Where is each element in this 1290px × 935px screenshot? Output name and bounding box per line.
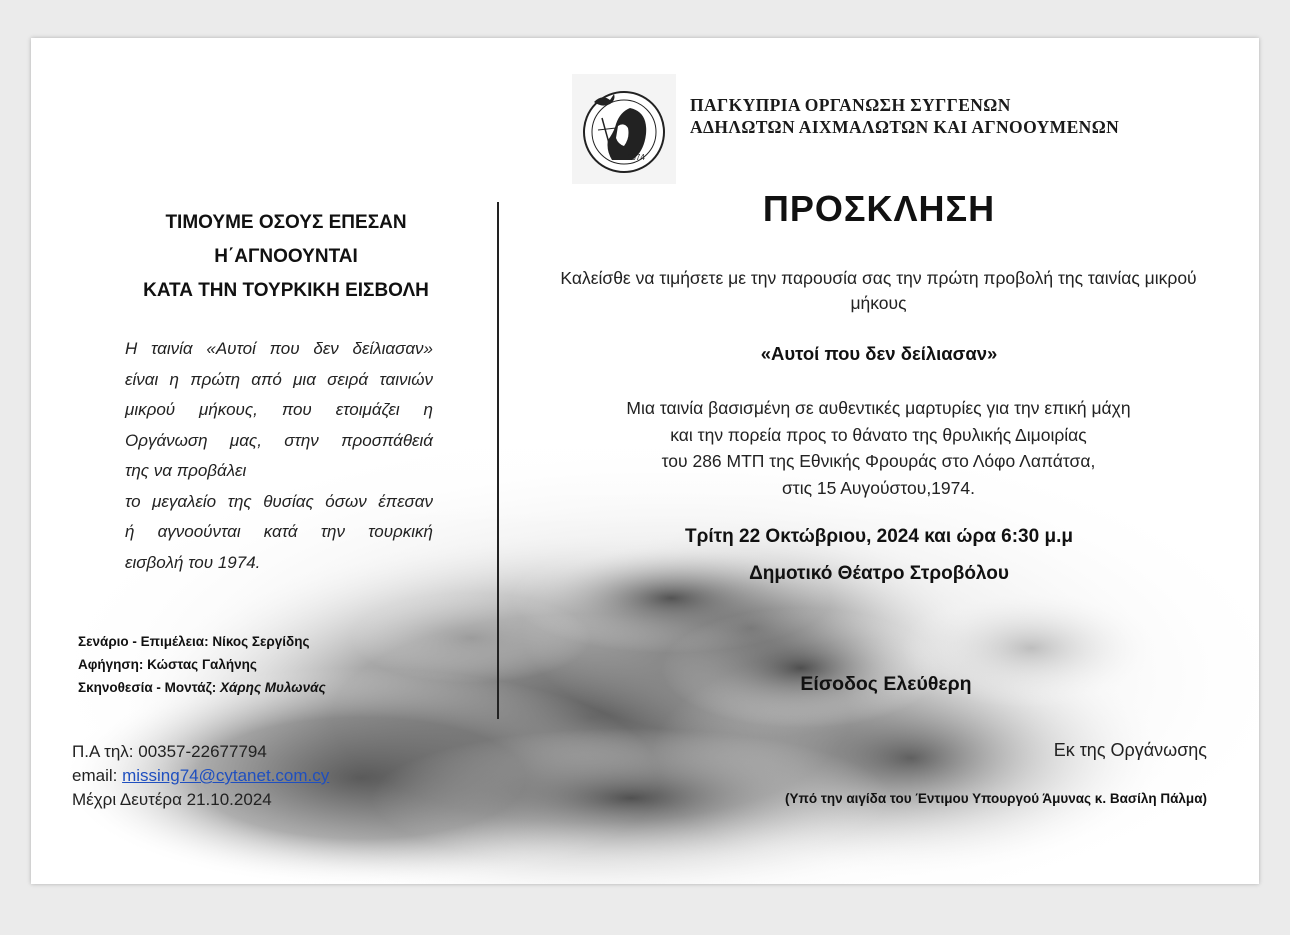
description-line: Μια ταινία βασισμένη σε αυθεντικές μαρτυρίες για την επική μάχη bbox=[626, 398, 1131, 418]
patronage-note: (Υπό την αιγίδα του Έντιμου Υπουργού Άμυνας κ. Βασίλη Πάλμα) bbox=[785, 791, 1207, 806]
paragraph-line: Η ταινία «Αυτοί που δεν δείλιασαν» bbox=[125, 339, 433, 358]
credit-role: Αφήγηση: bbox=[78, 657, 148, 672]
organization-name-line2: ΑΔΗΛΩΤΩΝ ΑΙΧΜΑΛΩΤΩΝ ΚΑΙ ΑΓΝΟΟΥΜΕΝΩΝ bbox=[690, 117, 1120, 137]
paragraph-line: μικρού μήκους, που ετοιμάζει η bbox=[125, 400, 433, 419]
organization-name-line1: ΠΑΓΚΥΠΡΙΑ ΟΡΓΑΝΩΣΗ ΣΥΓΓΕΝΩΝ bbox=[690, 95, 1011, 115]
rsvp-deadline: Μέχρι Δευτέρα 21.10.2024 bbox=[72, 790, 272, 809]
film-intro-paragraph bbox=[125, 334, 433, 578]
credit-name: Χάρης Μυλωνάς bbox=[220, 680, 326, 695]
paragraph-line: Οργάνωση μας, στην προσπάθειά bbox=[125, 430, 433, 450]
email-label: email: bbox=[72, 766, 123, 785]
left-heading-line: Η΄ΑΓΝΟΟΥΝΤΑΙ bbox=[214, 246, 358, 267]
event-date-time: Τρίτη 22 Οκτώβριου, 2024 και ώρα 6:30 μ.μ bbox=[685, 526, 1073, 547]
invitation-title: ΠΡΟΣΚΛΗΣΗ bbox=[762, 188, 996, 229]
rsvp-contact bbox=[72, 740, 492, 812]
credit-name: Κώστας Γαλήνης bbox=[147, 657, 257, 672]
film-credits bbox=[78, 630, 488, 699]
left-heading-line: ΚΑΤΑ ΤΗΝ ΤΟΥΡΚΙΚΗ ΕΙΣΒΟΛΗ bbox=[143, 280, 429, 301]
email-link[interactable]: missing74@cytanet.com.cy bbox=[122, 766, 330, 785]
paragraph-line: ή αγνοούνται κατά την τουρκική bbox=[125, 522, 433, 541]
credit-line bbox=[78, 653, 488, 676]
description-line: και την πορεία προς το θάνατο της θρυλικής Διμοιρίας bbox=[670, 424, 1087, 445]
film-description bbox=[531, 395, 1226, 501]
paragraph-line: το μεγαλείο της θυσίας όσων έπεσαν bbox=[125, 491, 433, 511]
description-line: στις 15 Αυγούστου,1974. bbox=[782, 477, 975, 498]
event-venue: Δημοτικό Θέατρο Στροβόλου bbox=[749, 563, 1009, 584]
organization-logo bbox=[572, 74, 676, 184]
credit-line bbox=[78, 676, 488, 699]
left-heading bbox=[71, 206, 501, 308]
credit-role: Σενάριο - Επιμέλεια: bbox=[78, 634, 213, 649]
invitation-text: Καλείσθε να τιμήσετε με την παρουσία σας την πρώτη προβολή της ταινίας μικρού μήκους bbox=[560, 268, 1197, 313]
credit-role: Σκηνοθεσία - Μοντάζ: bbox=[78, 680, 221, 695]
left-heading-line: ΤΙΜΟΥΜΕ ΟΣΟΥΣ ΕΠΕΣΑΝ bbox=[165, 212, 407, 233]
paragraph-line: είναι η πρώτη από μια σειρά ταινιών bbox=[125, 369, 433, 389]
film-title: «Αυτοί που δεν δείλιασαν» bbox=[760, 343, 998, 364]
description-line: του 286 ΜΤΠ της Εθνικής Φρουράς στο Λόφο Λαπάτσα, bbox=[661, 451, 1096, 471]
free-entry: Είσοδος Ελεύθερη bbox=[800, 673, 972, 695]
credit-line bbox=[78, 630, 488, 653]
organization-name bbox=[690, 94, 1210, 138]
credit-name: Νίκος Σεργίδης bbox=[212, 634, 310, 649]
logo-year: 1974 bbox=[627, 153, 645, 162]
paragraph-line: της να προβάλει bbox=[125, 461, 247, 480]
email-line bbox=[72, 764, 492, 788]
invitation-card bbox=[31, 38, 1259, 884]
phone-line: Π.Α τηλ: 00357-22677794 bbox=[72, 742, 267, 761]
issuer: Εκ της Οργάνωσης bbox=[1053, 740, 1207, 760]
paragraph-line: εισβολή του 1974. bbox=[125, 552, 261, 572]
